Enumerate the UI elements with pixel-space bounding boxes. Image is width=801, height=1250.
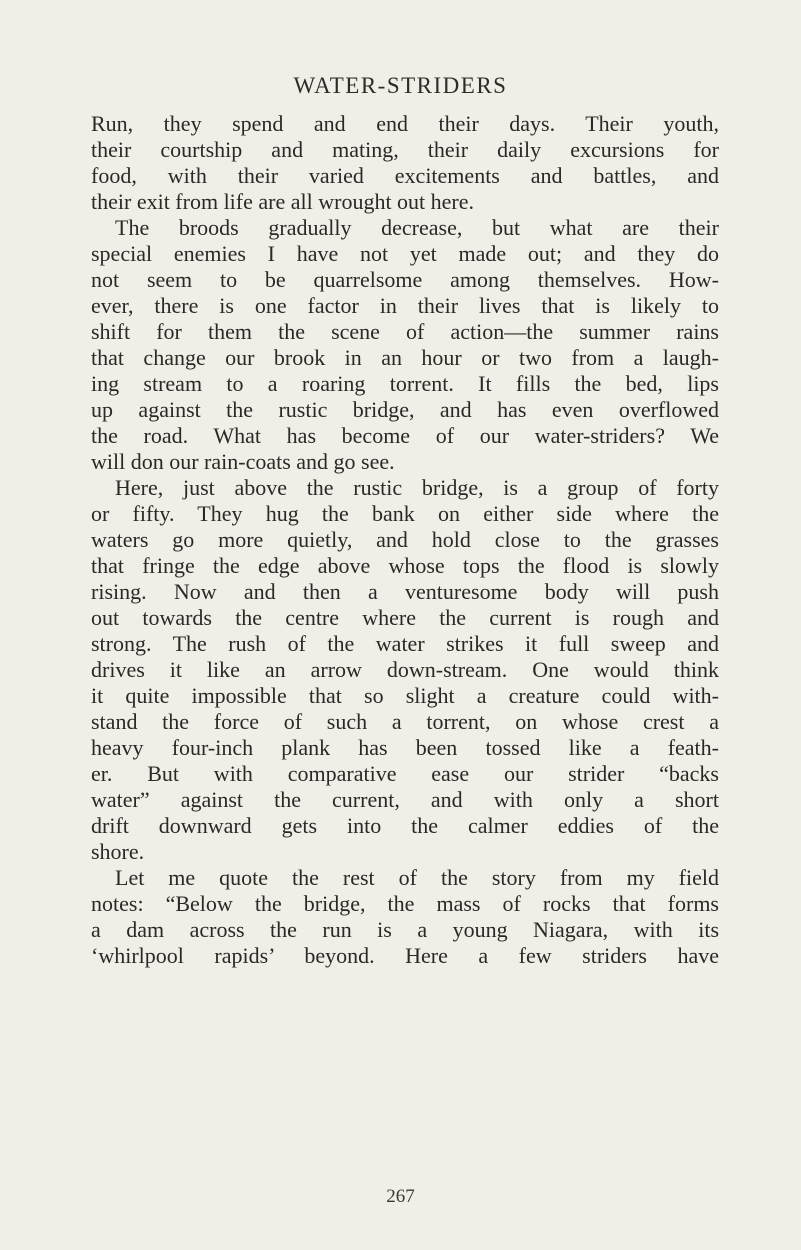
text-line: that fringe the edge above whose tops the flood is slowly [91,553,719,578]
text-line: not seem to be quarrelsome among themselves. How- [91,267,719,292]
text-line: shore. [91,839,145,864]
text-line: or fifty. They hug the bank on either side where the [91,501,719,526]
text-line: rising. Now and then a venturesome body will push [91,579,719,604]
text-line: will don our rain-coats and go see. [91,449,395,474]
body-text [91,111,719,969]
text-line: drives it like an arrow down-stream. One would think [91,657,719,682]
text-line: notes: “Below the bridge, the mass of rocks that forms [91,891,719,916]
text-line: up against the rustic bridge, and has even overflowed [91,397,719,422]
text-line: special enemies I have not yet made out; and they do [91,241,719,266]
text-line: heavy four-inch plank has been tossed like a feath- [91,735,719,760]
text-line: water” against the current, and with only a short [91,787,719,812]
text-line: that change our brook in an hour or two from a laugh- [91,345,719,370]
text-line: out towards the centre where the current is rough and [91,605,719,630]
running-head: WATER-STRIDERS [293,73,508,98]
text-line: Let me quote the rest of the story from my field [115,865,719,890]
text-line: ‘whirlpool rapids’ beyond. Here a few striders have [91,943,719,968]
text-line: a dam across the run is a young Niagara, with its [91,917,719,942]
text-line: it quite impossible that so slight a creature could with- [91,683,719,708]
page-number: 267 [386,1186,415,1207]
text-line: Run, they spend and end their days. Their youth, [91,111,719,136]
text-line: the road. What has become of our water-striders? We [91,423,719,448]
text-line: stand the force of such a torrent, on whose crest a [91,709,719,734]
text-line: food, with their varied excitements and battles, and [91,163,719,188]
text-line: shift for them the scene of action—the summer rains [91,319,719,344]
text-line: The broods gradually decrease, but what are their [115,215,719,240]
text-line: er. But with comparative ease our strider “backs [91,761,719,786]
text-line: their courtship and mating, their daily excursions for [91,137,719,162]
text-line: Here, just above the rustic bridge, is a group of forty [115,475,719,500]
text-line: waters go more quietly, and hold close to the grasses [91,527,719,552]
text-line: their exit from life are all wrought out here. [91,189,475,214]
text-line: ing stream to a roaring torrent. It fills the bed, lips [91,371,719,396]
text-line: strong. The rush of the water strikes it full sweep and [91,631,719,656]
text-line: ever, there is one factor in their lives that is likely to [91,293,719,318]
text-line: drift downward gets into the calmer eddies of the [91,813,719,838]
